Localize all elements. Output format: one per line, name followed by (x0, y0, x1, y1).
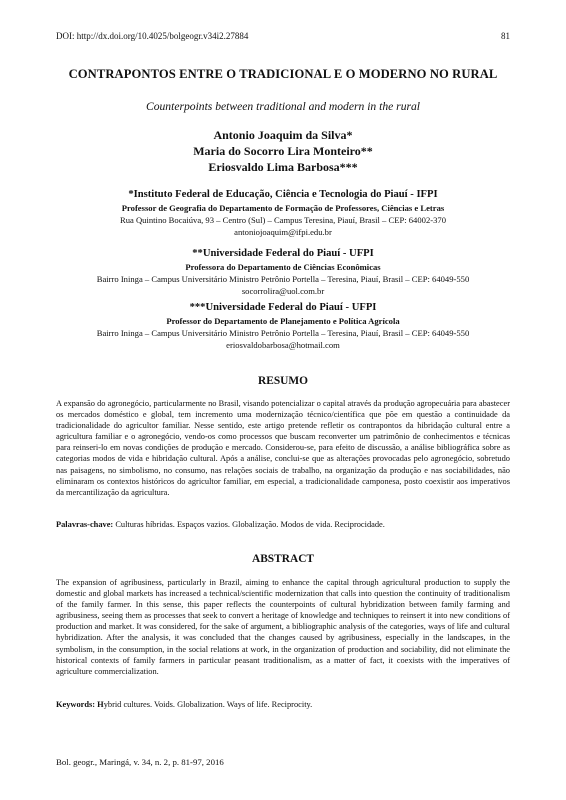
affiliation-1 (40, 188, 526, 238)
resumo-text: A expansão do agronegócio, particularmente no Brasil, visando potencializar o capital através da produção agropecuária para abastecer os mercados doméstico e global, tem incremento uma modernização técnico/científica que põe em questão a continuidade da tradicionalidade do agricultor familiar. Nesse sentido, este artigo pretende refletir os contrapontos da hibridação cultural entre a agricultura familiar e o agronegócio, vendo-os como processos que buscam reconverter um patrimônio de conhecimentos e técnicas para reinseri-lo em novas condições de produção e mercado. Considerou-se, para efeito de discussão, a análise bibliográfica sobre as categorias modos de vida e hibridação cultural. Após a análise, conclui-se que as alterações provocadas pelo agronegócio, sobretudo nas paisagens, no simbolismo, no consumo, nas relações sociais de trabalho, na organização da produção e nas sociabilidades, não eliminaram os contextos históricos do agricultor familiar, em especial, a tradicionalidade camponesa, posto coexistir aos imperativos da mercantilização da agricultura. (56, 399, 510, 497)
author-2: Maria do Socorro Lira Monteiro** (193, 144, 373, 158)
abstract-heading: ABSTRACT (251, 553, 315, 565)
abstract-text: The expansion of agribusiness, particularly in Brazil, aiming to enhance the capital through agricultural production to supply the domestic and global markets has increased a technical/scientific modernization that calls into question the continuity of traditionalism of the family farmer. In this sense, this paper reflects the counterpoints of cultural hybridization between family farming and agribusiness, seeing them as processes that seek to convert a heritage of knowledge and techniques to reinsert it into new conditions of production and market. It was considered, for the sake of argument, a bibliographic analysis of the categories, ways of life and cultural hybridization. After the analysis, it was concluded that the changes caused by agribusiness, especially in the landscapes, in the symbolism, in the consumption, in the social relations at work, in the organization of production and sociability, did not eliminate the historical contexts of family farmers in particular peasant traditionalism, as a matter of fact, it coexists with the imperatives of agriculture commercialization. (56, 578, 510, 676)
affiliation-email[interactable]: eriosvaldobarbosa@hotmail.com (226, 340, 340, 350)
affiliation-email[interactable]: antoniojoaquim@ifpi.edu.br (234, 227, 332, 237)
affiliation-address: Bairro Ininga – Campus Universitário Ministro Petrônio Portella – Teresina, Piauí, Brasil – CEP: 64049-550 (96, 274, 470, 284)
page-footer: Bol. geogr., Maringá, v. 34, n. 2, p. 81-97, 2016 (56, 757, 224, 767)
affiliation-2 (40, 247, 526, 297)
affiliation-3 (40, 301, 526, 351)
affiliation-institution: *Instituto Federal de Educação, Ciência e Tecnologia do Piauí - IFPI (128, 189, 438, 200)
abstract-keywords (56, 699, 510, 710)
resumo-heading: RESUMO (258, 375, 308, 387)
author-1: Antonio Joaquim da Silva* (213, 128, 353, 142)
keywords-label: Palavras-chave: (56, 520, 114, 529)
affiliation-address: Bairro Ininga – Campus Universitário Ministro Petrônio Portella – Teresina, Piauí, Brasil – CEP: 64049-550 (96, 328, 470, 338)
article-title: CONTRAPONTOS ENTRE O TRADICIONAL E O MODERNO NO RURAL (68, 67, 498, 81)
keywords-list: ybrid cultures. Voids. Globalization. Ways of life. Reciprocity. (103, 700, 313, 709)
author-3: Eriosvaldo Lima Barbosa*** (208, 160, 358, 174)
author-list (40, 127, 526, 175)
affiliation-role: Professora do Departamento de Ciências Econômicas (185, 262, 381, 272)
keywords-list: Culturas híbridas. Espaços vazios. Globalização. Modos de vida. Reciprocidade. (113, 520, 385, 529)
keywords-label: Keywords: H (56, 700, 104, 709)
affiliation-address: Rua Quintino Bocaiúva, 93 – Centro (Sul) – Campus Teresina, Piauí, Brasil – CEP: 64002-370 (119, 215, 446, 225)
affiliation-email[interactable]: socorrolira@uol.com.br (241, 286, 325, 296)
page-header (56, 31, 510, 41)
doi-link[interactable]: DOI: http://dx.doi.org/10.4025/bolgeogr.v34i2.27884 (56, 31, 249, 41)
affiliation-role: Professor do Departamento de Planejamento e Política Agrícola (166, 316, 400, 326)
resumo-keywords (56, 519, 510, 530)
affiliation-institution: ***Universidade Federal do Piauí - UFPI (189, 302, 377, 313)
article-subtitle: Counterpoints between traditional and modern in the rural (145, 100, 421, 113)
affiliation-institution: **Universidade Federal do Piauí - UFPI (192, 248, 374, 259)
page-number: 81 (501, 31, 510, 41)
affiliation-role: Professor de Geografia do Departamento de Formação de Professores, Ciências e Letras (121, 203, 445, 213)
